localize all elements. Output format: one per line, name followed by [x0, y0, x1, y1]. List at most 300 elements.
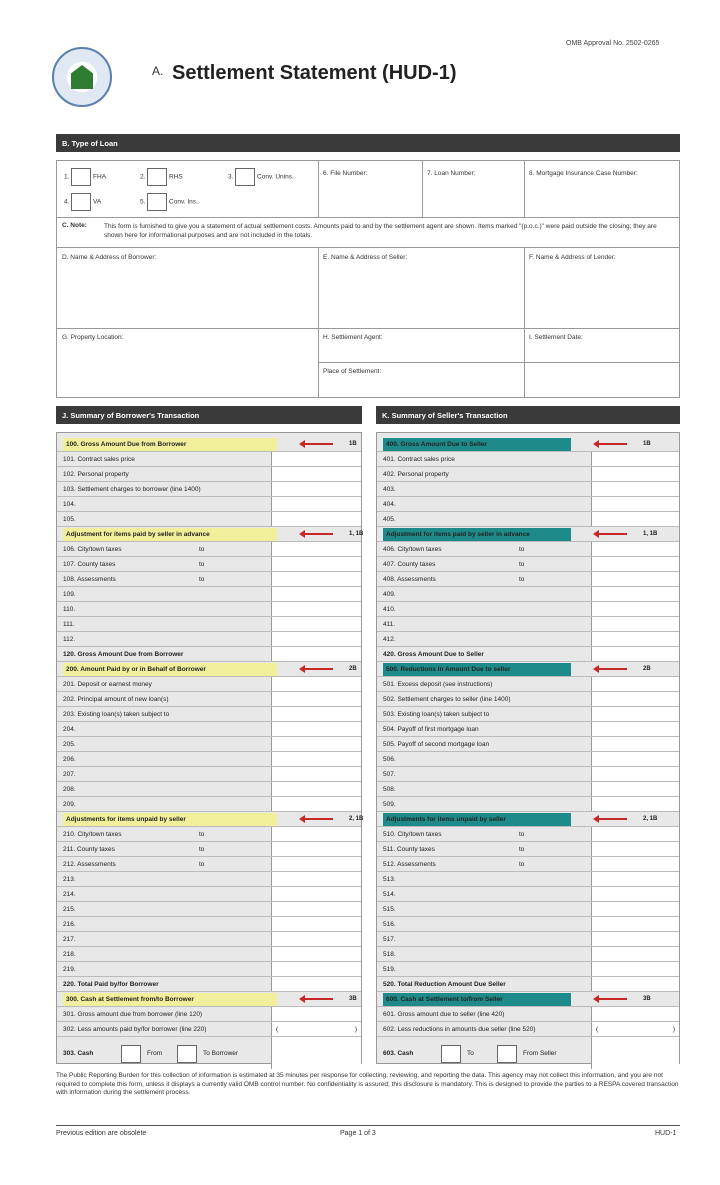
row-label: 203. Existing loan(s) taken subject to [63, 711, 170, 718]
amount-field[interactable] [271, 482, 361, 496]
amount-field[interactable] [591, 947, 679, 961]
row-label: 402. Personal property [383, 471, 449, 478]
amount-field[interactable] [591, 632, 679, 646]
summary-row [57, 707, 361, 722]
red-arrow-icon [597, 443, 627, 445]
summary-row [57, 662, 361, 677]
summary-row [57, 497, 361, 512]
amount-field[interactable] [271, 902, 361, 916]
summary-row [57, 617, 361, 632]
settlement-agent-field[interactable]: H. Settlement Agent: [323, 334, 383, 341]
place-of-settlement-field[interactable]: Place of Settlement: [323, 368, 382, 375]
amount-field[interactable] [271, 707, 361, 721]
settlement-date-field[interactable]: I. Settlement Date: [529, 334, 583, 341]
section-a-label: A. [152, 64, 164, 78]
row-label: 501. Excess deposit (see instructions) [383, 681, 493, 688]
borrower-summary-header: J. Summary of Borrower's Transaction [56, 406, 362, 424]
summary-row [57, 437, 361, 452]
row-label: 410. [383, 606, 396, 613]
row-label: 407. County taxes [383, 561, 436, 568]
row-label: Adjustments for items unpaid by seller [383, 813, 571, 826]
annotation-note: 1B [349, 441, 357, 447]
annotation-note: 1, 1B [349, 531, 364, 537]
loan-type-va: 4. VA [64, 193, 101, 211]
lender-field[interactable]: F. Name & Address of Lender: [529, 254, 616, 261]
seller-field[interactable]: E. Name & Address of Seller: [323, 254, 408, 261]
row-label: 202. Principal amount of new loan(s) [63, 696, 169, 703]
summary-row [57, 827, 361, 842]
cash-to-label: From Seller [523, 1050, 557, 1057]
row-label: 404. [383, 501, 396, 508]
amount-field[interactable] [591, 542, 679, 556]
row-label: 220. Total Paid by/for Borrower [63, 981, 159, 988]
footer-page-number: Page 1 of 3 [340, 1130, 376, 1137]
amount-field[interactable] [271, 752, 361, 766]
row-label: 109. [63, 591, 76, 598]
summary-row [57, 767, 361, 782]
red-arrow-icon [303, 818, 333, 820]
summary-row [57, 452, 361, 467]
summary-row [377, 482, 679, 497]
row-label: 505. Payoff of second mortgage loan [383, 741, 490, 748]
loan-type-conv-ins: 5. Conv. Ins. [140, 193, 198, 211]
summary-row [377, 752, 679, 767]
summary-row [377, 1007, 679, 1022]
seller-summary-table [376, 432, 680, 1064]
annotation-note: 1B [643, 441, 651, 447]
summary-row [57, 512, 361, 527]
row-to-label: to [519, 576, 525, 583]
fha-checkbox[interactable] [71, 168, 91, 186]
summary-row [377, 917, 679, 932]
row-label: 213. [63, 876, 76, 883]
amount-field[interactable] [591, 752, 679, 766]
amount-field[interactable] [591, 767, 679, 781]
row-label: 112. [63, 636, 76, 643]
row-to-label: to [519, 846, 525, 853]
summary-row [377, 692, 679, 707]
row-label: 104. [63, 501, 76, 508]
amount-field[interactable] [591, 962, 679, 976]
summary-row [377, 707, 679, 722]
row-to-label: to [199, 831, 205, 838]
summary-row [377, 977, 679, 992]
summary-row [377, 992, 679, 1007]
row-label: 508. [383, 786, 396, 793]
amount-field[interactable] [271, 722, 361, 736]
row-label: 405. [383, 516, 396, 523]
row-label: 502. Settlement charges to seller (line 1400) [383, 696, 511, 703]
amount-field[interactable] [271, 767, 361, 781]
row-label: 216. [63, 921, 76, 928]
summary-row [57, 692, 361, 707]
summary-row [377, 1022, 679, 1037]
summary-row [57, 572, 361, 587]
amount-field[interactable] [271, 572, 361, 586]
amount-field[interactable] [591, 452, 679, 466]
amount-field[interactable] [271, 542, 361, 556]
row-label: 408. Assessments [383, 576, 436, 583]
amount-field[interactable] [271, 782, 361, 796]
summary-row [377, 557, 679, 572]
summary-row [377, 677, 679, 692]
amount-field[interactable] [271, 557, 361, 571]
row-label: 100. Gross Amount Due from Borrower [63, 438, 277, 451]
summary-row [377, 887, 679, 902]
amount-field[interactable] [271, 452, 361, 466]
row-label: 110. [63, 606, 76, 613]
mortgage-case-field[interactable]: 8. Mortgage Insurance Case Number: [529, 170, 638, 177]
summary-row [57, 542, 361, 557]
amount-field[interactable] [271, 977, 361, 991]
summary-row [57, 797, 361, 812]
summary-row [57, 632, 361, 647]
row-label: 401. Contract sales price [383, 456, 455, 463]
annotation-note: 1, 1B [643, 531, 658, 537]
amount-field[interactable] [271, 917, 361, 931]
row-label: 509. [383, 801, 396, 808]
summary-row [377, 932, 679, 947]
amount-field[interactable] [591, 512, 679, 526]
row-label: 412. [383, 636, 396, 643]
amount-field[interactable] [591, 887, 679, 901]
borrower-field[interactable]: D. Name & Address of Borrower: [62, 254, 157, 261]
amount-field[interactable] [271, 587, 361, 601]
amount-field[interactable] [591, 572, 679, 586]
summary-row [57, 482, 361, 497]
public-reporting-burden: The Public Reporting Burden for this collection of information is estimated at 35 minutes per response for collecting, reviewing, and reporting the data. This agency may not collect this information, and you are not required to complete this form, unless it displays a currently valid OMB control number. No confidentiality is assured; this disclosure is mandatory. This is designed to provide the parties to a RESPA covered transaction with information during the settlement process. [56, 1072, 679, 1096]
conv-ins-checkbox[interactable] [147, 193, 167, 211]
amount-field[interactable] [591, 647, 679, 661]
cash-to-checkbox[interactable] [497, 1045, 517, 1063]
amount-field[interactable] [591, 617, 679, 631]
amount-field[interactable] [591, 797, 679, 811]
amount-field[interactable] [591, 497, 679, 511]
row-label: 520. Total Reduction Amount Due Seller [383, 981, 506, 988]
loan-type-fha: 1. FHA [64, 168, 106, 186]
red-arrow-icon [303, 533, 333, 535]
red-arrow-icon [303, 668, 333, 670]
row-to-label: to [199, 861, 205, 868]
hud-seal-logo [52, 47, 112, 107]
summary-row [57, 527, 364, 542]
summary-row [377, 647, 679, 662]
amount-field[interactable] [271, 497, 361, 511]
row-label: 500. Reductions In Amount Due to seller [383, 663, 571, 676]
row-label: 518. [383, 951, 396, 958]
amount-field[interactable] [591, 722, 679, 736]
amount-field[interactable] [591, 782, 679, 796]
va-checkbox[interactable] [71, 193, 91, 211]
row-label: 105. [63, 516, 76, 523]
annotation-note: 3B [643, 996, 651, 1002]
amount-field[interactable] [591, 917, 679, 931]
row-label: 111. [63, 621, 75, 628]
annotation-note: 2B [643, 666, 651, 672]
row-label: 300. Cash at Settlement from/to Borrower [63, 993, 277, 1006]
row-to-label: to [519, 861, 525, 868]
row-label: 106. City/town taxes [63, 546, 122, 553]
summary-row [57, 1007, 361, 1022]
row-label: 601. Gross amount due to seller (line 420) [383, 1011, 505, 1018]
row-to-label: to [519, 561, 525, 568]
row-label: 504. Payoff of first mortgage loan [383, 726, 479, 733]
amount-field[interactable] [591, 842, 679, 856]
summary-row [377, 872, 679, 887]
summary-row [57, 842, 361, 857]
borrower-summary-table [56, 432, 362, 1064]
amount-field[interactable] [271, 872, 361, 886]
summary-row [377, 767, 679, 782]
summary-row [57, 917, 361, 932]
summary-row [57, 752, 361, 767]
amount-field[interactable] [591, 857, 679, 871]
row-to-label: to [199, 561, 205, 568]
amount-field[interactable] [591, 692, 679, 706]
red-arrow-icon [303, 443, 333, 445]
row-label: 406. City/town taxes [383, 546, 442, 553]
row-label: 206. [63, 756, 76, 763]
row-label: 514. [383, 891, 396, 898]
amount-field[interactable] [271, 677, 361, 691]
footer-form-id: HUD-1 [655, 1130, 677, 1137]
amount-field[interactable] [271, 737, 361, 751]
summary-row [57, 902, 361, 917]
amount-field[interactable] [271, 842, 361, 856]
loan-number-field[interactable]: 7. Loan Number: [427, 170, 476, 177]
row-label: 507. [383, 771, 396, 778]
row-label: 205. [63, 741, 76, 748]
cash-label: 603. Cash [383, 1050, 414, 1057]
note-text: This form is furnished to give you a statement of actual settlement costs. Amounts paid to and by the settlement agent are shown. Items marked "(p.o.c.)" were paid outside the closing; they are shown here for informational purposes and are not included in the totals. [104, 223, 657, 239]
amount-field[interactable] [271, 692, 361, 706]
amount-field[interactable]: ( ) [591, 1022, 679, 1036]
summary-row [57, 962, 361, 977]
summary-row [57, 812, 364, 827]
parties-section [56, 248, 680, 398]
row-label: 503. Existing loan(s) taken subject to [383, 711, 490, 718]
property-location-field[interactable]: G. Property Location: [62, 334, 124, 341]
summary-row [57, 947, 361, 962]
summary-row [377, 497, 679, 512]
cash-from-label: From [147, 1050, 163, 1057]
row-label: 210. City/town taxes [63, 831, 122, 838]
summary-row [57, 647, 361, 662]
amount-field[interactable] [271, 617, 361, 631]
amount-field[interactable] [591, 677, 679, 691]
row-label: 511. County taxes [383, 846, 435, 853]
red-arrow-icon [303, 998, 333, 1000]
amount-field[interactable] [591, 977, 679, 991]
cash-to-checkbox[interactable] [177, 1045, 197, 1063]
annotation-note: 2B [349, 666, 357, 672]
summary-row [377, 452, 679, 467]
file-number-field[interactable]: 6. File Number: [323, 170, 368, 177]
summary-row [377, 662, 679, 677]
annotation-note: 3B [349, 996, 357, 1002]
row-to-label: to [199, 546, 205, 553]
summary-row [57, 1022, 361, 1037]
summary-row [377, 527, 679, 542]
footer-edition-note: Previous edition are obsolete [56, 1130, 147, 1137]
rhs-checkbox[interactable] [147, 168, 167, 186]
cash-amount-field[interactable] [591, 1037, 679, 1069]
summary-row [377, 842, 679, 857]
row-label: Adjustment for items paid by seller in advance [63, 528, 277, 541]
summary-row [377, 947, 679, 962]
row-label: 602. Less reductions in amounts due seller (line 520) [383, 1026, 536, 1033]
amount-field[interactable] [271, 947, 361, 961]
row-label: 217. [63, 936, 76, 943]
amount-field[interactable] [591, 482, 679, 496]
row-label: 512. Assessments [383, 861, 436, 868]
amount-field[interactable] [271, 827, 361, 841]
row-label: 600. Cash at Settlement to/from Seller [383, 993, 571, 1006]
note-label: C. Note: [62, 222, 87, 229]
amount-field[interactable] [271, 1007, 361, 1021]
annotation-note: 2, 1B [349, 816, 364, 822]
summary-row [57, 857, 361, 872]
amount-field[interactable] [271, 512, 361, 526]
row-label: 215. [63, 906, 76, 913]
row-label: 101. Contract sales price [63, 456, 135, 463]
summary-row [57, 677, 361, 692]
amount-field[interactable] [591, 737, 679, 751]
amount-field[interactable] [591, 932, 679, 946]
summary-row [377, 812, 679, 827]
summary-row [57, 602, 361, 617]
summary-row [377, 512, 679, 527]
amount-field[interactable] [271, 887, 361, 901]
amount-field[interactable]: ( ) [271, 1022, 361, 1036]
row-to-label: to [199, 846, 205, 853]
row-label: 204. [63, 726, 76, 733]
summary-row [57, 887, 361, 902]
amount-field[interactable] [271, 647, 361, 661]
cash-from-checkbox[interactable] [441, 1045, 461, 1063]
annotation-note: 2, 1B [643, 816, 658, 822]
amount-field[interactable] [591, 1007, 679, 1021]
row-label: 212. Assessments [63, 861, 116, 868]
amount-field[interactable] [271, 857, 361, 871]
row-label: 103. Settlement charges to borrower (line 1400) [63, 486, 201, 493]
cash-to-label: To Borrower [203, 1050, 239, 1057]
red-arrow-icon [597, 533, 627, 535]
amount-field[interactable] [591, 602, 679, 616]
row-label: 409. [383, 591, 396, 598]
page-title: Settlement Statement (HUD-1) [172, 62, 457, 84]
row-label: 208. [63, 786, 76, 793]
row-label: 301. Gross amount due from borrower (line 120) [63, 1011, 203, 1018]
row-label: 411. [383, 621, 396, 628]
cash-from-checkbox[interactable] [121, 1045, 141, 1063]
amount-field[interactable] [591, 827, 679, 841]
row-label: 207. [63, 771, 76, 778]
summary-row [57, 782, 361, 797]
amount-field[interactable] [271, 632, 361, 646]
conv-unins-checkbox[interactable] [235, 168, 255, 186]
row-label: Adjustment for items paid by seller in advance [383, 528, 571, 541]
amount-field[interactable] [271, 962, 361, 976]
summary-row [377, 632, 679, 647]
cash-from-label: To [467, 1050, 474, 1057]
summary-row [57, 977, 361, 992]
row-label: 108. Assessments [63, 576, 116, 583]
summary-row [57, 737, 361, 752]
row-to-label: to [519, 831, 525, 838]
omb-approval-number: OMB Approval No. 2502-0265 [566, 40, 660, 47]
row-label: Adjustments for items unpaid by seller [63, 813, 277, 826]
row-label: 102. Personal property [63, 471, 129, 478]
summary-row [57, 722, 361, 737]
row-label: 218. [63, 951, 76, 958]
summary-row [377, 782, 679, 797]
red-arrow-icon [597, 998, 627, 1000]
row-label: 420. Gross Amount Due to Seller [383, 651, 484, 658]
summary-row [377, 737, 679, 752]
red-arrow-icon [597, 668, 627, 670]
row-label: 302. Less amounts paid by/for borrower (line 220) [63, 1026, 207, 1033]
amount-field[interactable] [591, 902, 679, 916]
summary-row [57, 932, 361, 947]
row-label: 214. [63, 891, 76, 898]
row-label: 516. [383, 921, 396, 928]
red-arrow-icon [597, 818, 627, 820]
summary-row [377, 962, 679, 977]
summary-row [57, 872, 361, 887]
summary-row [377, 602, 679, 617]
summary-row [377, 542, 679, 557]
summary-row [377, 467, 679, 482]
amount-field[interactable] [591, 872, 679, 886]
row-label: 513. [383, 876, 396, 883]
row-label: 201. Deposit or earnest money [63, 681, 152, 688]
row-label: 506. [383, 756, 396, 763]
row-label: 400. Gross Amount Due to Seller [383, 438, 571, 451]
amount-field[interactable] [271, 467, 361, 481]
amount-field[interactable] [271, 602, 361, 616]
summary-row [57, 557, 361, 572]
loan-type-rhs: 2. RHS [140, 168, 183, 186]
row-label: 107. County taxes [63, 561, 116, 568]
summary-row [377, 827, 679, 842]
summary-row [377, 722, 679, 737]
amount-field[interactable] [591, 707, 679, 721]
row-label: 211. County taxes [63, 846, 115, 853]
row-label: 219. [63, 966, 76, 973]
row-to-label: to [519, 546, 525, 553]
summary-row [377, 437, 679, 452]
summary-row [377, 857, 679, 872]
amount-field[interactable] [271, 932, 361, 946]
summary-row [377, 572, 679, 587]
row-label: 510. City/town taxes [383, 831, 442, 838]
amount-field[interactable] [591, 467, 679, 481]
row-label: 403. [383, 486, 396, 493]
amount-field[interactable] [591, 587, 679, 601]
row-label: 519. [383, 966, 396, 973]
row-label: 515. [383, 906, 396, 913]
row-to-label: to [199, 576, 205, 583]
amount-field[interactable] [271, 797, 361, 811]
row-label: 209. [63, 801, 76, 808]
type-of-loan-header: B. Type of Loan [56, 134, 680, 152]
summary-row [377, 797, 679, 812]
summary-row [57, 587, 361, 602]
summary-row [57, 992, 361, 1007]
amount-field[interactable] [591, 557, 679, 571]
cash-amount-field[interactable] [271, 1037, 361, 1069]
